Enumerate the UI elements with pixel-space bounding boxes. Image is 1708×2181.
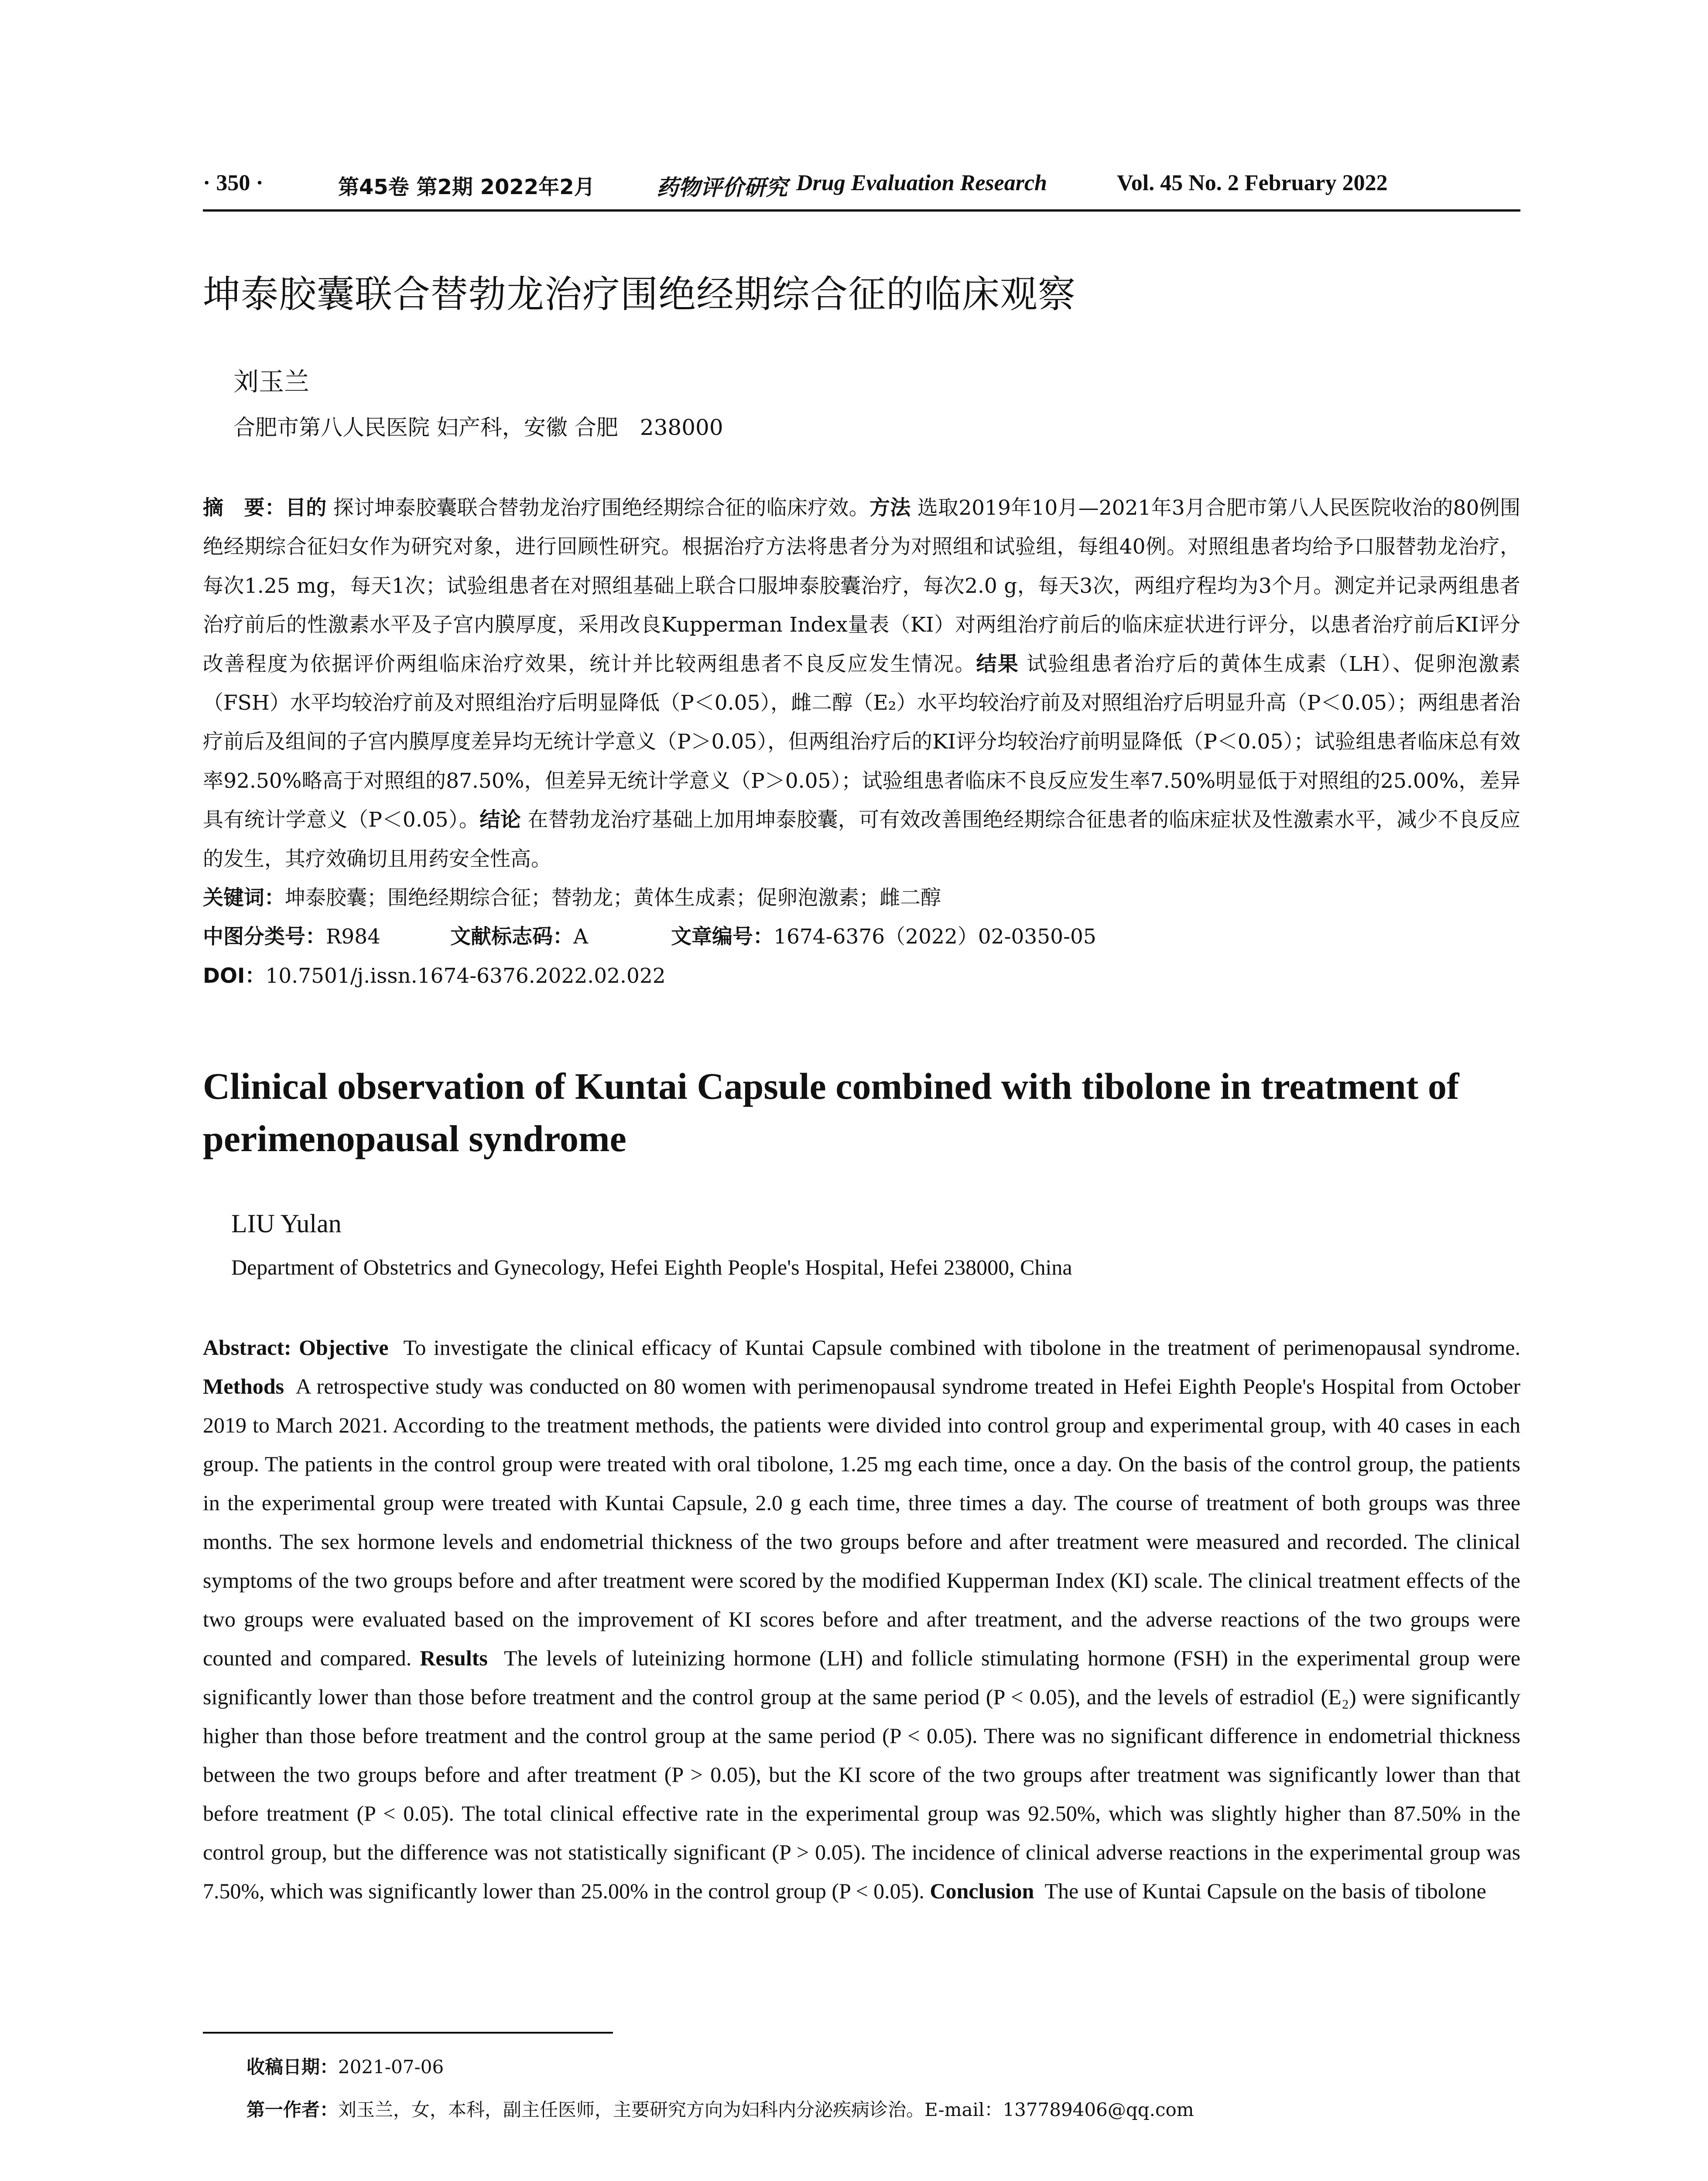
abstract-label-cn: 摘 要： [203,496,286,520]
page-number: · 350 · [203,171,264,195]
article-no-value: 1674-6376（2022）02-0350-05 [774,925,1096,949]
abstract-cn-body [203,489,1520,879]
keywords-label: 关键词： [203,886,285,910]
article-title-cn: 坤泰胶囊联合替勃龙治疗围绝经期综合征的临床观察 [203,273,1076,316]
affiliation-cn: 合肥市第八人民医院 妇产科，安徽 合肥 238000 [233,415,723,440]
footnote-divider [203,2032,613,2034]
methods-label-cn: 方法 [869,496,911,520]
objective-label-en: Objective [299,1335,389,1360]
article-no-label: 文章编号： [671,925,774,949]
objective-text-en: To investigate the clinical efficacy of Kuntai Capsule combined with tibolone in the treatment of perimenopausal syndrome. [403,1335,1520,1360]
doc-code-label: 文献标志码： [450,925,574,949]
author-cn: 刘玉兰 [233,367,310,397]
conclusion-label-cn: 结论 [479,808,521,832]
conclusion-text-en: The use of Kuntai Capsule on the basis of tibolone [1044,1879,1486,1903]
clc-value: R984 [326,925,381,949]
doi-line [203,957,1520,995]
methods-label-en: Methods [203,1374,284,1398]
received-date-line [246,2046,1512,2089]
article-title-en: Clinical observation of Kuntai Capsule combined with tibolone in treatment of perimenopausal syndrome [203,1065,1459,1159]
classification-line [203,917,1520,956]
doi-value: 10.7501/j.issn.1674-6376.2022.02.022 [265,964,666,988]
affiliation-en: Department of Obstetrics and Gynecology, Hefei Eighth People's Hospital, Hefei 238000, China [231,1255,1072,1279]
journal-name-cn: 药物评价研究 [657,174,787,200]
results-text-cn: 试验组患者治疗后的黄体生成素（LH）、促卵泡激素（FSH）水平均较治疗前及对照组治疗后明显降低（P＜0.05），雌二醇（E₂）水平均较治疗前及对照组治疗后明显升高（P＜0.05）；两组患者治疗前后及组间的子宫内膜厚度差异均无统计学意义（P＞0.05），但两组治疗后的KI评分均较治疗前明显降低（P＜0.05）；试验组患者临床总有效率92.50%略高于对照组的87.50%，但差异无统计学意义（P＞0.05）；试验组患者临床不良反应发生率7.50%明显低于对照组的25.00%，差异具有统计学意义（P＜0.05）。 [203,652,1521,832]
author-en: LIU Yulan [231,1209,342,1238]
received-value: 2021-07-06 [338,2056,444,2078]
keywords-text: 坤泰胶囊；围绝经期综合征；替勃龙；黄体生成素；促卵泡激素；雌二醇 [285,886,941,910]
methods-text-en: A retrospective study was conducted on 80 women with perimenopausal syndrome treated in Hefei Eighth People's Hospital from October 2019 to March 2021. According to the treatment methods, the patients were divided into control group and experimental group, with 40 cases in each group. The patients in the control group were treated with oral tibolone, 1.25 mg each time, once a day. On the basis of the control group, the patients in the experimental group were treated with Kuntai Capsule, 2.0 g each time, three times a day. The course of treatment of both groups was three months. The sex hormone levels and endometrial thickness of the two groups before and after treatment were measured and recorded. The clinical symptoms of the two groups before and after treatment were scored by the modified Kupperman Index (KI) scale. The clinical treatment effects of the two groups were evaluated based on the improvement of KI scores before and after treatment, and the adverse reactions of the two groups were counted and compared. [203,1374,1520,1670]
first-author-value: 刘玉兰，女，本科，副主任医师，主要研究方向为妇科内分泌疾病诊治。E-mail：137789406@qq.com [338,2099,1194,2120]
journal-name-en: Drug Evaluation Research [796,171,1047,195]
doi-label: DOI： [203,964,266,988]
clc-label: 中图分类号： [203,925,326,949]
running-header [203,170,1520,212]
first-author-line [246,2089,1512,2131]
abstract-label-en: Abstract: [203,1335,291,1360]
doc-code-value: A [573,925,589,949]
first-author-label: 第一作者： [246,2099,339,2120]
methods-text-cn: 选取2019年10月—2021年3月合肥市第八人民医院收治的80例围绝经期综合征妇女作为研究对象，进行回顾性研究。根据治疗方法将患者分为对照组和试验组，每组40例。对照组患者均给予口服替勃龙治疗，每次1.25 mg，每天1次；试验组患者在对照组基础上联合口服坤泰胶囊治疗，每次2.0 g，每天3次，两组疗程均为3个月。测定并记录两组患者治疗前后的性激素水平及子宫内膜厚度，采用改良Kupperman Index量表（KI）对两组治疗前后的临床症状进行评分，以患者治疗前后KI评分改善程度为依据评价两组临床治疗效果，统计并比较两组患者不良反应发生情况。 [203,496,1520,676]
volume-issue-cn: 第45卷 第2期 2022年2月 [338,175,595,199]
keywords-line [203,879,1520,917]
results-text-en: The levels of luteinizing hormone (LH) and follicle stimulating hormone (FSH) in the experimental group were significantly lower than those before treatment and the control group at the same period (P < 0.05), and the levels of estradiol (E₂) were significantly higher than those before treatment and the control group at the same period (P < 0.05). There was no significant difference in endometrial thickness between the two groups before and after treatment (P > 0.05), but the KI score of the two groups after treatment was significantly lower than that before treatment (P < 0.05). The total clinical effective rate in the experimental group was 92.50%, which was slightly higher than 87.50% in the control group, but the difference was not statistically significant (P > 0.05). The incidence of clinical adverse reactions in the experimental group was 7.50%, which was significantly lower than 25.00% in the control group (P < 0.05). [203,1646,1520,1903]
conclusion-label-en: Conclusion [930,1879,1034,1903]
received-label: 收稿日期： [246,2056,339,2078]
abstract-cn [203,489,1520,995]
footnotes [246,2046,1512,2131]
results-label-cn: 结果 [976,652,1019,676]
conclusion-text-cn: 在替勃龙治疗基础上加用坤泰胶囊，可有效改善围绝经期综合征患者的临床症状及性激素水平，减少不良反应的发生，其疗效确切且用药安全性高。 [203,808,1520,871]
abstract-en [203,1328,1520,1911]
volume-issue-en: Vol. 45 No. 2 February 2022 [1117,171,1388,195]
results-label-en: Results [420,1646,488,1670]
objective-label-cn: 目的 [285,496,327,520]
objective-text-cn: 探讨坤泰胶囊联合替勃龙治疗围绝经期综合征的临床疗效。 [333,496,869,520]
